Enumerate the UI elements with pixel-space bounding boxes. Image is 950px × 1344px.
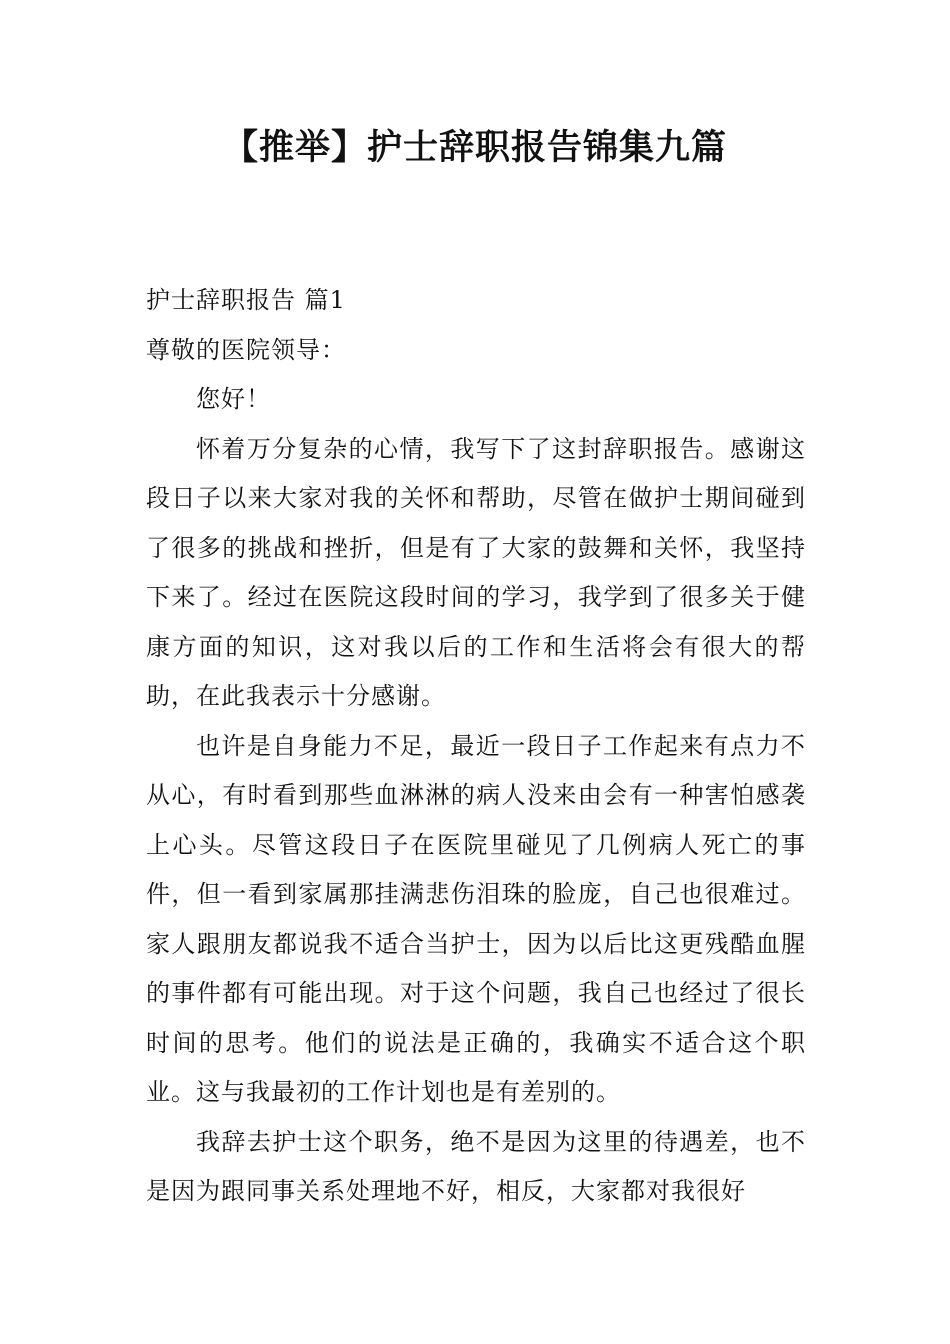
body-paragraph-2: 也许是自身能力不足，最近一段日子工作起来有点力不从心，有时看到那些血淋淋的病人没来由会有一种害怕感袭上心头。尽管这段日子在医院里碰见了几例病人死亡的事件，但一看到家属那挂满悲伤泪珠的脸庞，自己也很难过。家人跟朋友都说我不适合当护士，因为以后比这更残酷血腥的事件都有可能出现。对于这个问题，我自己也经过了很长时间的思考。他们的说法是正确的，我确实不适合这个职业。这与我最初的工作计划也是有差别的。 [146, 731, 806, 1106]
body-paragraph-3: 我辞去护士这个职务，绝不是因为这里的待遇差，也不是因为跟同事关系处理地不好，相反，大家都对我很好 [146, 1127, 806, 1205]
document-title: 【推举】护士辞职报告锦集九篇 [222, 128, 727, 168]
document-body [146, 276, 806, 1217]
section-heading: 护士辞职报告 篇1 [146, 286, 346, 314]
greeting: 您好！ [196, 385, 271, 413]
salutation: 尊敬的医院领导： [146, 335, 346, 364]
body-paragraph-1: 怀着万分复杂的心情，我写下了这封辞职报告。感谢这段日子以来大家对我的关怀和帮助，尽管在做护士期间碰到了很多的挑战和挫折，但是有了大家的鼓舞和关怀，我坚持下来了。经过在医院这段时间的学习，我学到了很多关于健康方面的知识，这对我以后的工作和生活将会有很大的帮助，在此我表示十分感谢。 [146, 434, 806, 710]
